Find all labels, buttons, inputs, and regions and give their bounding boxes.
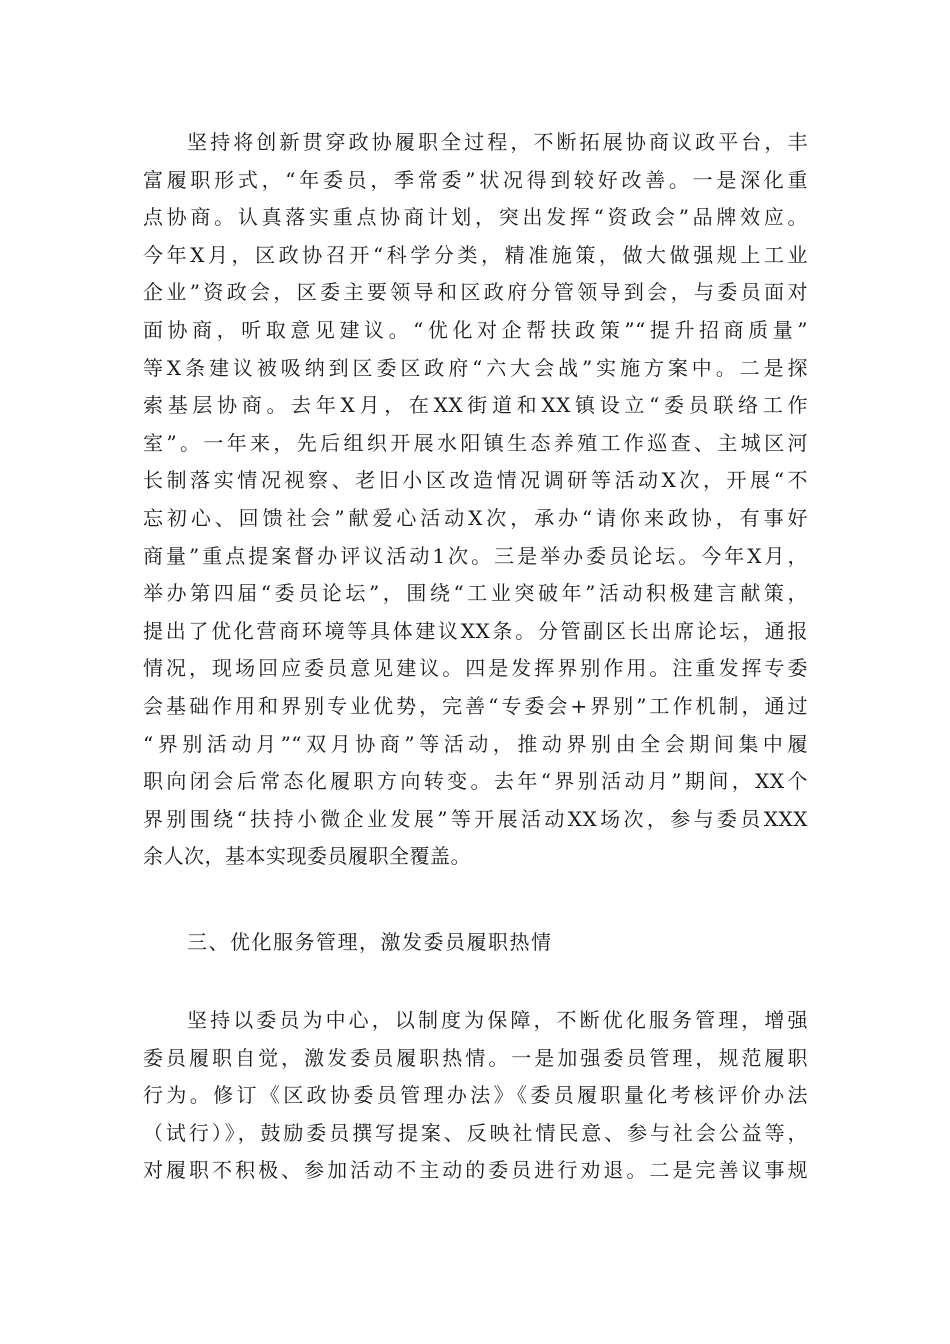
- paragraph: [143, 1002, 808, 1190]
- text-line: 委员履职自觉，激发委员履职热情。一是加强委员管理，规范履职: [143, 1045, 808, 1070]
- text-line: 商量”重点提案督办评议活动1次。三是举办委员论坛。今年X月，: [143, 543, 808, 568]
- text-line: 坚持将创新贯穿政协履职全过程，不断拓展协商议政平台，丰: [187, 130, 808, 154]
- paragraph: [143, 124, 808, 876]
- text-line: 富履职形式，“年委员，季常委”状况得到较好改善。一是深化重: [143, 167, 808, 192]
- text-line: 企业”资政会，区委主要领导和区政府分管领导到会，与委员面对: [143, 280, 808, 305]
- text-line: 会基础作用和界别专业优势，完善“专委会+界别”工作机制，通过: [143, 693, 808, 718]
- text-line: 面协商，听取意见建议。“优化对企帮扶政策”“提升招商质量”: [143, 317, 808, 342]
- text-line: 余人次，基本实现委员履职全覆盖。: [143, 844, 471, 869]
- text-line: 情况，现场回应委员意见建议。四是发挥界别作用。注重发挥专委: [143, 656, 808, 681]
- text-line: 职向闭会后常态化履职方向转变。去年“界别活动月”期间，XX个: [143, 769, 808, 794]
- text-line: 忘初心、回馈社会”献爱心活动X次，承办“请你来政协，有事好: [143, 505, 808, 530]
- text-line: 行为。修订《区政协委员管理办法》《委员履职量化考核评价办法: [143, 1083, 808, 1108]
- text-line: 等X条建议被吸纳到区委区政府“六大会战”实施方案中。二是探: [143, 355, 808, 380]
- text-line: 提出了优化营商环境等具体建议XX条。分管副区长出席论坛，通报: [143, 618, 808, 643]
- text-line: 坚持以委员为中心，以制度为保障，不断优化服务管理，增强: [187, 1008, 808, 1032]
- text-line: 界别围绕“扶持小微企业发展”等开展活动XX场次，参与委员XXX: [143, 806, 808, 831]
- text-line: 室”。一年来，先后组织开展水阳镇生态养殖工作巡查、主城区河: [143, 430, 808, 455]
- text-line: 索基层协商。去年X月，在XX街道和XX镇设立“委员联络工作: [143, 393, 808, 418]
- text-line: （试行）》，鼓励委员撰写提案、反映社情民意、参与社会公益等，: [143, 1120, 808, 1145]
- text-line: 今年X月，区政协召开“科学分类，精准施策，做大做强规上工业: [143, 242, 808, 267]
- text-line: “界别活动月”“双月协商”等活动，推动界别由全会期间集中履: [143, 731, 808, 756]
- text-line: 点协商。认真落实重点协商计划，突出发挥“资政会”品牌效应。: [143, 205, 808, 230]
- text-line: 长制落实情况视察、老旧小区改造情况调研等活动X次，开展“不: [143, 468, 808, 493]
- text-line: 举办第四届“委员论坛”，围绕“工业突破年”活动积极建言献策，: [143, 581, 808, 606]
- text-line: 对履职不积极、参加活动不主动的委员进行劝退。二是完善议事规: [143, 1158, 808, 1183]
- section-heading: 三、优化服务管理，激发委员履职热情: [187, 930, 553, 954]
